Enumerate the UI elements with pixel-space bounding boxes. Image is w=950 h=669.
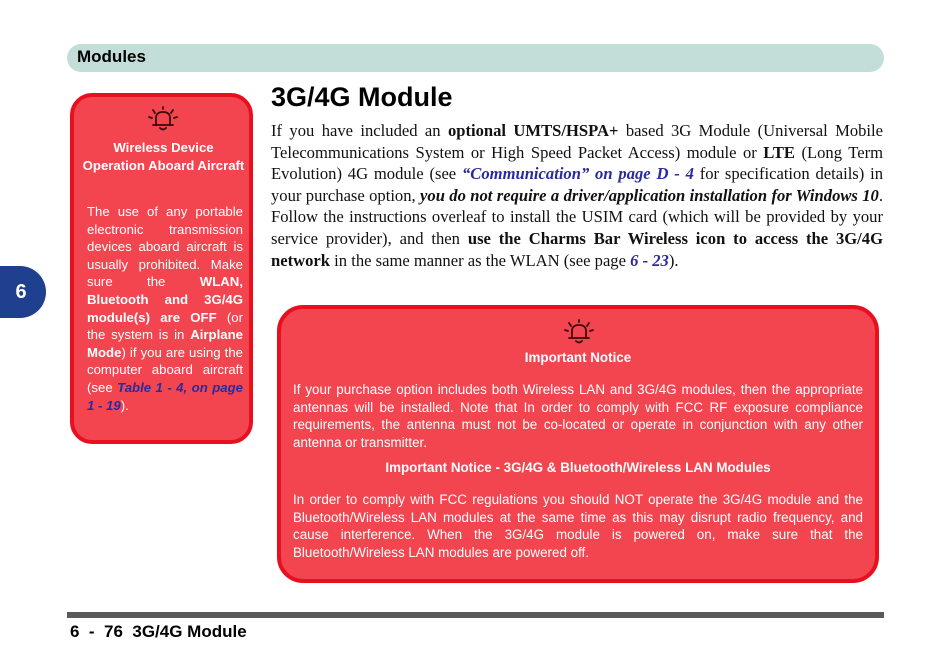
aircraft-warning-title: Wireless Device Operation Aboard Aircraft <box>82 140 245 173</box>
aircraft-warning-text: The use of any portable electronic transmission devices aboard aircraft is usually prohibited. Make sure the <box>87 204 243 290</box>
chapter-tab[interactable] <box>0 266 46 318</box>
page-title: 3G/4G Module <box>271 82 453 112</box>
intro-text: in the same manner as the WLAN (see page <box>330 250 631 270</box>
section-title: Modules <box>77 47 146 66</box>
aircraft-warning-text: ). <box>120 397 129 413</box>
module-notice-heading: Important Notice - 3G/4G & Bluetooth/Wireless LAN Modules <box>385 460 771 475</box>
header-bar <box>67 44 884 72</box>
intro-text: . Follow the instructions overleaf to install the USIM card (which will be provided by your service provider), and then <box>271 185 884 248</box>
intro-emphasis: LTE <box>763 142 795 162</box>
aircraft-warning-emphasis: Airplane Mode <box>87 327 243 360</box>
page-reference-link[interactable]: 6 - 23 <box>630 250 669 270</box>
module-notice-text: In order to comply with FCC regulations you should NOT operate the 3G/4G module and the Bluetooth/Wireless LAN modules at the same time as this may disrupt radio frequency, and cause interference. When the 3G/4G module is powered on, make sure that the Bluetooth/Wireless LAN modules are powered off. <box>293 492 863 560</box>
intro-text: based 3G Module (Universal Mobile Telecommunications System or High Speed Packet Access) module or <box>271 121 884 162</box>
warning-bell-icon <box>563 319 595 345</box>
intro-text: ). <box>668 250 679 270</box>
intro-text: for specification details) in your purchase option, <box>271 164 884 205</box>
communication-reference-link[interactable]: “Communication” on page D - 4 <box>462 164 694 184</box>
aircraft-warning-emphasis: WLAN, Bluetooth and 3G/4G module(s) are OFF <box>87 274 243 325</box>
footer-rule <box>67 612 884 618</box>
aircraft-warning-body <box>87 203 243 414</box>
intro-emphasis: you do not require a driver/application installation for Windows 10 <box>420 185 879 205</box>
intro-emphasis: use the Charms Bar Wireless icon to access the 3G/4G network <box>271 228 884 270</box>
important-notice-text: If your purchase option includes both Wireless LAN and 3G/4G modules, then the appropriate antennas will be installed. Note that In order to comply with FCC RF exposure compliance requirements, the antenna must not be co-located or operate in conjunction with any other antenna or transmitter. <box>293 382 863 450</box>
table-reference-link[interactable]: Table 1 - 4, on page 1 - 19 <box>87 379 243 413</box>
warning-bell-icon <box>147 106 179 132</box>
chapter-tab-label: 6 <box>15 280 27 303</box>
important-notice-box <box>277 305 879 583</box>
aircraft-warning-text: (or the system is in <box>87 309 243 343</box>
aircraft-warning-box <box>70 93 253 444</box>
important-notice-heading: Important Notice <box>524 350 632 365</box>
intro-text: If you have included an <box>271 121 448 140</box>
intro-emphasis: optional UMTS/HSPA+ <box>447 121 619 140</box>
intro-text: (Long Term Evolution) 4G module (see <box>271 142 883 184</box>
page-footer: 6 - 76 3G/4G Module <box>70 622 247 641</box>
intro-paragraph <box>271 120 883 271</box>
aircraft-warning-text: ) if you are using the computer aboard aircraft (see <box>87 344 243 395</box>
